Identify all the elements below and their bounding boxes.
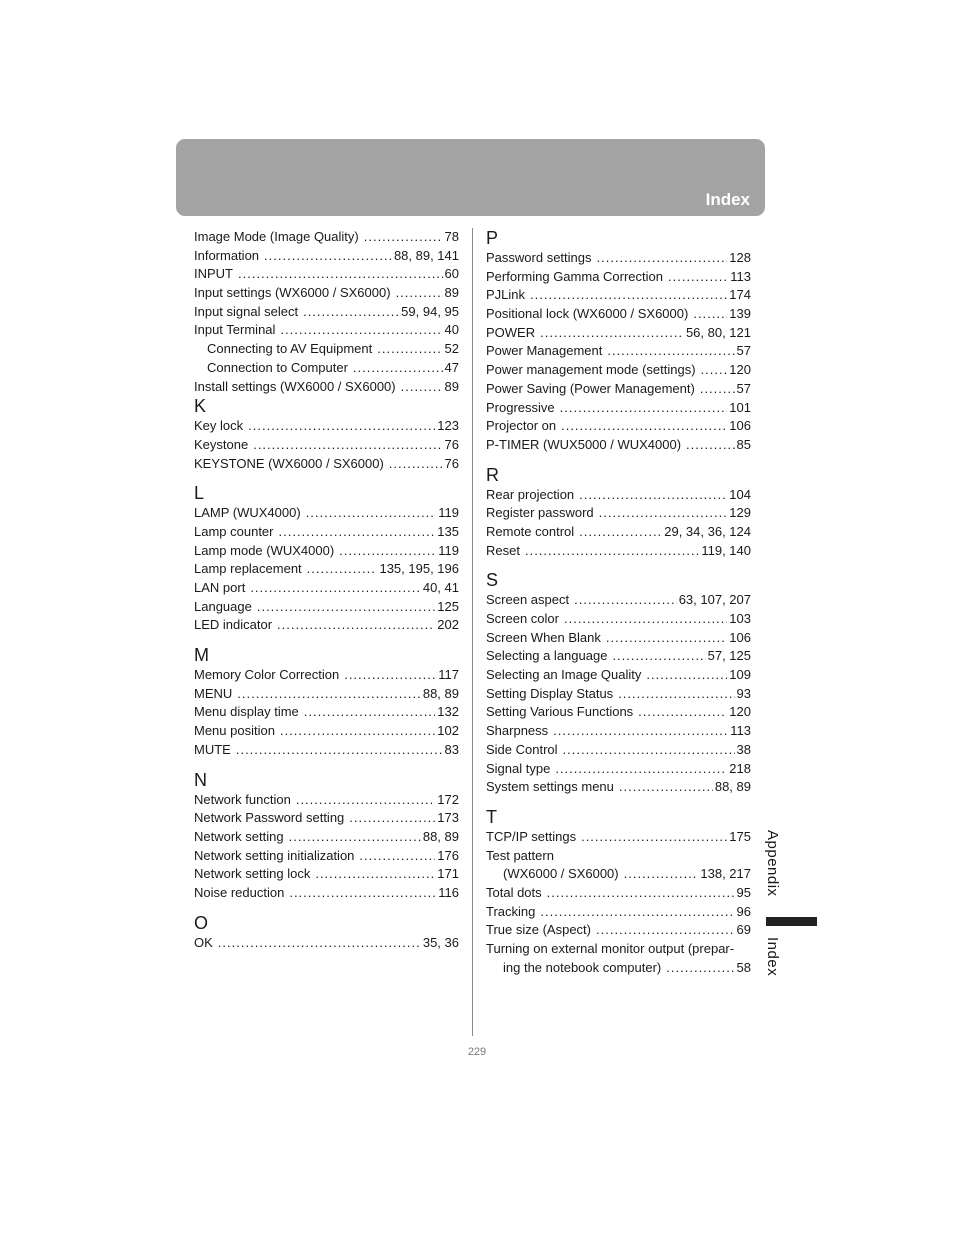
index-entry-label: Projector on <box>486 418 557 434</box>
index-entry-pages: 56, 80, 121 <box>685 324 751 340</box>
index-entry <box>486 486 751 505</box>
section-letter: M <box>194 645 209 666</box>
index-entry-label: Progressive <box>486 399 555 415</box>
index-entry-pages: 135, 195, 196 <box>379 561 459 577</box>
index-entry <box>194 284 459 303</box>
index-entry <box>194 436 459 455</box>
index-entry-label: LED indicator <box>194 617 273 633</box>
index-entry <box>486 884 751 903</box>
section-letter: S <box>486 570 499 591</box>
index-entry <box>486 268 751 287</box>
dot-leader <box>303 303 399 322</box>
index-entry-pages: 38 <box>736 741 751 757</box>
dot-leader <box>563 741 735 760</box>
dot-leader <box>579 486 727 505</box>
index-entry-label: OK <box>194 934 213 950</box>
index-entry-pages: 119, 140 <box>701 542 751 558</box>
index-entry-label: Total dots <box>486 884 542 900</box>
index-entry-pages: 40, 41 <box>422 580 459 595</box>
index-entry-label: Network setting lock <box>194 866 311 882</box>
index-entry-label: Screen color <box>486 611 559 626</box>
index-entry <box>194 685 459 704</box>
index-entry-label: Input Terminal <box>194 322 276 338</box>
index-entry-label: Screen aspect <box>486 592 570 608</box>
index-entry-label: Language <box>194 598 252 614</box>
index-entry-label: Keystone <box>194 436 249 452</box>
index-entry-pages: 57 <box>736 380 751 396</box>
index-entry-label: P-TIMER (WUX5000 / WUX4000) <box>486 436 682 452</box>
index-entry-pages: 69 <box>736 922 751 938</box>
index-entry-label: Signal type <box>486 760 551 776</box>
dot-leader <box>280 722 435 741</box>
dot-leader <box>238 265 443 284</box>
index-entry-label: Memory Color Correction <box>194 667 340 683</box>
dot-leader <box>599 504 728 523</box>
dot-leader <box>666 959 734 978</box>
index-entry-label: ing the notebook computer) <box>503 959 662 975</box>
index-entry <box>194 579 459 598</box>
index-entry-label: Input signal select <box>194 303 299 319</box>
index-entry-pages: 83 <box>444 741 459 757</box>
index-entry-label: LAN port <box>194 580 246 595</box>
dot-leader <box>581 828 727 847</box>
dot-leader <box>607 342 734 361</box>
index-entry-label: Tracking <box>486 903 536 919</box>
dot-leader <box>553 722 728 741</box>
dot-leader <box>701 361 728 380</box>
index-entry <box>486 399 751 418</box>
dot-leader <box>574 591 677 610</box>
index-entry-pages: 120 <box>729 362 751 378</box>
index-entry-pages: 139 <box>729 306 751 322</box>
index-entry-label: INPUT <box>194 266 233 282</box>
index-entry-label: Power Saving (Power Management) <box>486 380 695 396</box>
index-section-p <box>486 228 751 455</box>
index-entry-pages: 104 <box>729 486 751 502</box>
index-entry <box>194 417 459 436</box>
dot-leader <box>307 560 378 579</box>
index-section-o <box>194 913 459 953</box>
index-entry <box>194 722 459 741</box>
index-entry <box>194 741 459 760</box>
index-entry-pages: 57 <box>736 343 751 359</box>
index-entry <box>486 305 751 324</box>
index-entry-label: Setting Display Status <box>486 685 614 701</box>
index-entry <box>486 685 751 704</box>
index-entry-pages: 128 <box>729 250 751 265</box>
index-entry <box>486 436 751 455</box>
index-entry-pages: 88, 89 <box>422 685 459 701</box>
index-entry-pages: 58 <box>736 959 751 975</box>
index-entry-pages: 119 <box>438 505 459 521</box>
index-section-k <box>194 396 459 473</box>
index-entry <box>486 523 751 542</box>
index-entry-label: Sharpness <box>486 723 549 739</box>
index-entry <box>486 342 751 361</box>
index-entry <box>194 865 459 884</box>
index-entry-pages: 119 <box>438 542 459 558</box>
dot-leader <box>618 685 734 704</box>
index-entry-label: Connecting to AV Equipment <box>207 341 373 357</box>
index-entry-label: Power management mode (settings) <box>486 362 696 378</box>
side-tab-marker <box>766 917 817 926</box>
dot-leader <box>597 249 728 268</box>
index-entry-label: Network setting initialization <box>194 847 355 863</box>
index-entry-pages: 123 <box>437 418 459 434</box>
index-entry <box>194 378 459 397</box>
dot-leader <box>530 286 727 305</box>
index-entry <box>194 666 459 685</box>
dot-leader <box>353 359 443 378</box>
dot-leader <box>540 324 684 343</box>
index-entry <box>194 265 459 284</box>
index-entry-pages: 57, 125 <box>707 648 751 664</box>
index-entry <box>194 809 459 828</box>
index-entry-label: Test pattern <box>486 847 554 863</box>
index-entry-label: Password settings <box>486 250 592 265</box>
index-entry <box>486 903 751 922</box>
index-entry <box>486 722 751 741</box>
dot-leader <box>289 828 421 847</box>
index-entry-label: Remote control <box>486 523 575 539</box>
dot-leader <box>253 436 442 455</box>
section-letter: P <box>486 228 499 248</box>
index-entry <box>486 865 751 884</box>
index-entry-pages: 173 <box>437 810 459 826</box>
dot-leader <box>364 228 443 247</box>
index-entry <box>194 616 459 635</box>
index-entry-pages: 117 <box>438 667 459 683</box>
index-entry-pages: 89 <box>444 285 459 301</box>
index-entry-pages: 113 <box>730 723 751 739</box>
index-entry-pages: 35, 36 <box>422 934 459 950</box>
index-entry <box>486 703 751 722</box>
dot-leader <box>315 865 435 884</box>
dot-leader <box>401 378 443 397</box>
dot-leader <box>389 455 443 474</box>
index-section-i-continued <box>194 228 459 396</box>
index-entry <box>486 760 751 779</box>
section-letter: N <box>194 769 207 790</box>
index-entry-pages: 88, 89 <box>714 779 751 795</box>
dot-leader <box>236 741 443 760</box>
section-letter: R <box>486 464 499 485</box>
dot-leader <box>279 523 436 542</box>
index-entry <box>486 629 751 648</box>
index-entry <box>486 959 751 978</box>
dot-leader <box>668 268 728 287</box>
dot-leader <box>264 247 392 266</box>
dot-leader <box>646 666 727 685</box>
index-entry-pages: 113 <box>730 268 751 284</box>
index-section-s <box>486 570 751 797</box>
dot-leader <box>700 380 735 399</box>
index-entry-label: Network function <box>194 791 291 807</box>
index-entry-label: POWER <box>486 324 536 340</box>
dot-leader <box>619 778 713 797</box>
index-entry-label: System settings menu <box>486 779 614 795</box>
index-entry-label: Menu position <box>194 723 275 739</box>
dot-leader <box>624 865 699 884</box>
index-entry <box>486 417 751 436</box>
dot-leader <box>693 305 727 324</box>
index-entry-label: Image Mode (Image Quality) <box>194 229 359 244</box>
section-letter: T <box>486 806 497 827</box>
index-entry-pages: 202 <box>437 617 459 633</box>
index-entry-pages: 78 <box>444 229 459 244</box>
index-entry-pages: 174 <box>729 287 751 303</box>
index-entry-pages: 63, 107, 207 <box>678 592 751 608</box>
dot-leader <box>237 685 421 704</box>
dot-leader <box>579 523 662 542</box>
index-entry-pages: 93 <box>736 685 751 701</box>
index-entry-label: LAMP (WUX4000) <box>194 505 301 521</box>
index-entry-pages: 109 <box>729 667 751 683</box>
side-tab-appendix[interactable]: Appendix <box>764 830 781 897</box>
index-entry-label: Install settings (WX6000 / SX6000) <box>194 378 396 394</box>
index-entry-pages: 106 <box>729 418 751 434</box>
index-entry <box>194 523 459 542</box>
index-entry-label: Connection to Computer <box>207 359 348 375</box>
dot-leader <box>547 884 735 903</box>
index-entry-pages: 135 <box>437 523 459 539</box>
index-entry-pages: 129 <box>729 505 751 521</box>
index-entry-pages: 116 <box>438 884 459 900</box>
index-entry-label: Noise reduction <box>194 884 285 900</box>
index-entry <box>194 303 459 322</box>
index-entry-label: Selecting a language <box>486 648 608 664</box>
index-section-l <box>194 483 459 635</box>
index-entry <box>486 828 751 847</box>
index-entry-label: Menu display time <box>194 704 299 720</box>
index-section-n <box>194 770 459 903</box>
index-entry-pages: 59, 94, 95 <box>401 303 459 319</box>
index-entry-pages: 172 <box>437 791 459 807</box>
index-entry-pages: 88, 89 <box>422 828 459 844</box>
index-section-t <box>486 807 751 978</box>
index-column-left <box>194 228 459 952</box>
index-entry-pages: 138, 217 <box>700 866 751 882</box>
dot-leader <box>377 340 442 359</box>
index-entry-pages: 125 <box>437 598 459 614</box>
dot-leader <box>296 791 435 810</box>
index-entry-pages: 52 <box>444 341 459 357</box>
index-entry <box>486 542 751 561</box>
dot-leader <box>280 321 442 340</box>
index-entry <box>194 455 459 474</box>
index-entry-pages: 132 <box>437 704 459 720</box>
index-entry <box>486 361 751 380</box>
dot-leader <box>525 542 699 561</box>
dot-leader <box>540 903 734 922</box>
index-entry-pages: 47 <box>444 359 459 375</box>
index-entry-label: Performing Gamma Correction <box>486 268 663 284</box>
index-entry-pages: 120 <box>729 704 751 720</box>
index-entry-pages: 76 <box>444 436 459 452</box>
right-sections <box>486 228 751 977</box>
dot-leader <box>250 579 421 598</box>
index-entry-label: Lamp mode (WUX4000) <box>194 542 335 558</box>
index-entry-pages: 85 <box>736 436 751 452</box>
index-entry-pages: 106 <box>729 629 751 645</box>
dot-leader <box>596 921 735 940</box>
index-entry <box>194 504 459 523</box>
index-entry-label: Lamp replacement <box>194 561 302 577</box>
index-entry <box>194 703 459 722</box>
section-letter: K <box>194 396 207 417</box>
index-entry-pages: 95 <box>736 884 751 900</box>
index-entry <box>194 321 459 340</box>
index-entry <box>486 921 751 940</box>
index-entry <box>486 741 751 760</box>
index-entry <box>194 847 459 866</box>
index-entry-label: TCP/IP settings <box>486 828 577 844</box>
dot-leader <box>612 647 705 666</box>
section-letter: L <box>194 483 205 504</box>
index-entry-label: Power Management <box>486 343 603 359</box>
index-entry-pages: 88, 89, 141 <box>393 247 459 263</box>
section-letter: O <box>194 912 209 933</box>
dot-leader <box>359 847 435 866</box>
side-tab-index[interactable]: Index <box>764 937 781 977</box>
index-entry-label: Side Control <box>486 741 558 757</box>
index-entry <box>486 324 751 343</box>
index-entry-pages: 60 <box>444 266 459 282</box>
index-entry-label: Rear projection <box>486 486 575 502</box>
index-entry <box>194 828 459 847</box>
dot-leader <box>555 760 727 779</box>
index-entry-label: MUTE <box>194 741 231 757</box>
dot-leader <box>606 629 727 648</box>
index-entry-pages: 171 <box>437 866 459 882</box>
index-entry-pages: 29, 34, 36, 124 <box>664 523 751 539</box>
index-entry-label: (WX6000 / SX6000) <box>503 866 619 882</box>
index-entry-pages: 176 <box>437 847 459 863</box>
index-section-m <box>194 645 459 759</box>
dot-leader <box>564 610 727 629</box>
index-entry-label: Network Password setting <box>194 810 345 826</box>
column-divider <box>472 228 473 1036</box>
index-entry <box>194 542 459 561</box>
index-entry-label: MENU <box>194 685 233 701</box>
index-entry <box>486 249 751 268</box>
dot-leader <box>277 616 435 635</box>
index-entry-pages: 96 <box>736 903 751 919</box>
left-sections <box>194 396 459 952</box>
index-entry-label: Register password <box>486 505 594 521</box>
dot-leader <box>289 884 436 903</box>
index-entry-pages: 40 <box>444 322 459 338</box>
index-entry <box>486 647 751 666</box>
index-entry-label: Network setting <box>194 828 284 844</box>
index-entry-pages: 218 <box>729 760 751 776</box>
index-entry <box>486 380 751 399</box>
index-entry-pages: 89 <box>444 378 459 394</box>
dot-leader <box>304 703 436 722</box>
index-entry <box>486 286 751 305</box>
page-title: Index <box>705 190 750 209</box>
index-entry <box>194 340 459 359</box>
index-entry <box>194 247 459 266</box>
dot-leader <box>686 436 734 455</box>
index-entry <box>486 504 751 523</box>
index-entry-label: PJLink <box>486 287 526 303</box>
index-entry <box>194 359 459 378</box>
dot-leader <box>344 666 436 685</box>
index-entry-label: Screen When Blank <box>486 629 601 645</box>
dot-leader <box>561 417 727 436</box>
index-section-r <box>486 465 751 561</box>
index-entry-pages: 103 <box>729 611 751 626</box>
index-entry <box>486 610 751 629</box>
index-entry <box>194 791 459 810</box>
index-entry <box>486 591 751 610</box>
index-entry-pages: 101 <box>729 399 751 415</box>
index-entry-label: Lamp counter <box>194 523 274 539</box>
dot-leader <box>218 934 421 953</box>
dot-leader <box>638 703 727 722</box>
dot-leader <box>396 284 443 303</box>
dot-leader <box>306 504 437 523</box>
index-entry-label: Information <box>194 247 260 263</box>
dot-leader <box>257 598 435 617</box>
index-entry-pages: 102 <box>437 723 459 739</box>
page-number: 229 <box>467 1046 487 1058</box>
index-entry-pages: 175 <box>729 828 751 844</box>
index-entry-label: Selecting an Image Quality <box>486 667 642 683</box>
index-entry-label: Turning on external monitor output (prepar- <box>486 941 735 956</box>
index-entry-pages: 76 <box>444 455 459 471</box>
index-entry <box>194 228 459 247</box>
dot-leader <box>339 542 436 561</box>
header-band <box>176 139 765 216</box>
index-entry-label: True size (Aspect) <box>486 922 591 938</box>
index-entry-label: Input settings (WX6000 / SX6000) <box>194 285 391 301</box>
dot-leader <box>349 809 435 828</box>
index-entry-label: Setting Various Functions <box>486 704 634 720</box>
index-entry-label: KEYSTONE (WX6000 / SX6000) <box>194 455 384 471</box>
index-entry <box>194 884 459 903</box>
index-entry <box>194 598 459 617</box>
index-column-right <box>486 228 751 977</box>
index-entry-label: Reset <box>486 542 520 558</box>
index-entry <box>194 934 459 953</box>
dot-leader <box>560 399 728 418</box>
index-entry <box>486 778 751 797</box>
dot-leader <box>248 417 435 436</box>
index-entry-label: Positional lock (WX6000 / SX6000) <box>486 306 689 322</box>
index-entry-label: Key lock <box>194 418 244 434</box>
index-entry <box>486 666 751 685</box>
index-entry <box>194 560 459 579</box>
